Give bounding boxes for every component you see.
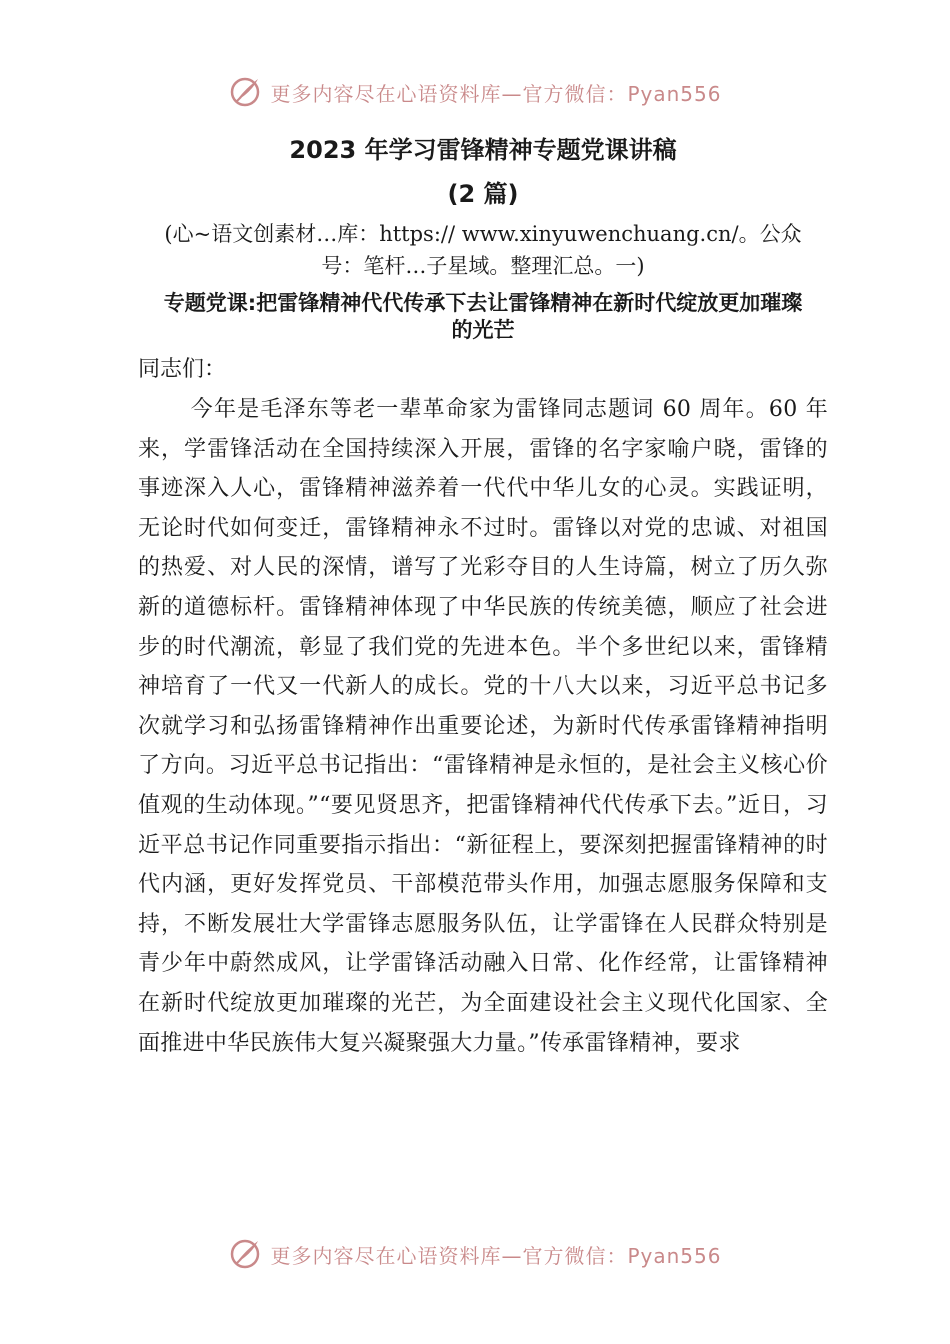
document-body bbox=[138, 128, 828, 1063]
salutation: 同志们： bbox=[138, 357, 227, 382]
watermark-footer bbox=[0, 1232, 950, 1276]
quill-logo-icon bbox=[228, 75, 262, 109]
document-title: 2023 年学习雷锋精神专题党课讲稿 bbox=[289, 136, 677, 164]
section-subtitle: 专题党课:把雷锋精神代代传承下去让雷锋精神在新时代绽放更加璀璨的光芒 bbox=[163, 291, 803, 342]
watermark-header bbox=[0, 70, 950, 114]
quill-logo-icon bbox=[228, 1237, 262, 1271]
watermark-text: 更多内容尽在心语资料库—官方微信：Pyan556 bbox=[270, 81, 722, 106]
source-note: (心~语文创素材…库：https:// www.xinyuwenchuang.cn/。公众号：笔杆…子星域。整理汇总。一) bbox=[164, 222, 802, 278]
body-paragraph: 今年是毛泽东等老一辈革命家为雷锋同志题词 60 周年。60 年来，学雷锋活动在全国持续深入开展，雷锋的名字家喻户晓，雷锋的事迹深入人心，雷锋精神滋养着一代代中华儿女的心灵。实践证明，无论时代如何变迁，雷锋精神永不过时。雷锋以对党的忠诚、对祖国的热爱、对人民的深情，谱写了光彩夺目的人生诗篇，树立了历久弥新的道德标杆。雷锋精神体现了中华民族的传统美德，顺应了社会进步的时代潮流，彰显了我们党的先进本色。半个多世纪以来，雷锋精神培育了一代又一代新人的成长。党的十八大以来，习近平总书记多次就学习和弘扬雷锋精神作出重要论述，为新时代传承雷锋精神指明了方向。习近平总书记指出：“雷锋精神是永恒的，是社会主义核心价值观的生动体现。”“要见贤思齐，把雷锋精神代代传承下去。”近日，习近平总书记作同重要指示指出：“新征程上，要深刻把握雷锋精神的时代内涵，更好发挥党员、干部模范带头作用，加强志愿服务保障和支持，不断发展壮大学雷锋志愿服务队伍，让学雷锋在人民群众特别是青少年中蔚然成风，让学雷锋活动融入日常、化作经常，让雷锋精神在新时代绽放更加璀璨的光芒，为全面建设社会主义现代化国家、全面推进中华民族伟大复兴凝聚强大力量。”传承雷锋精神，要求 bbox=[138, 397, 828, 1056]
watermark-text: 更多内容尽在心语资料库—官方微信：Pyan556 bbox=[270, 1243, 722, 1268]
document-title-count: (2 篇) bbox=[447, 180, 519, 208]
